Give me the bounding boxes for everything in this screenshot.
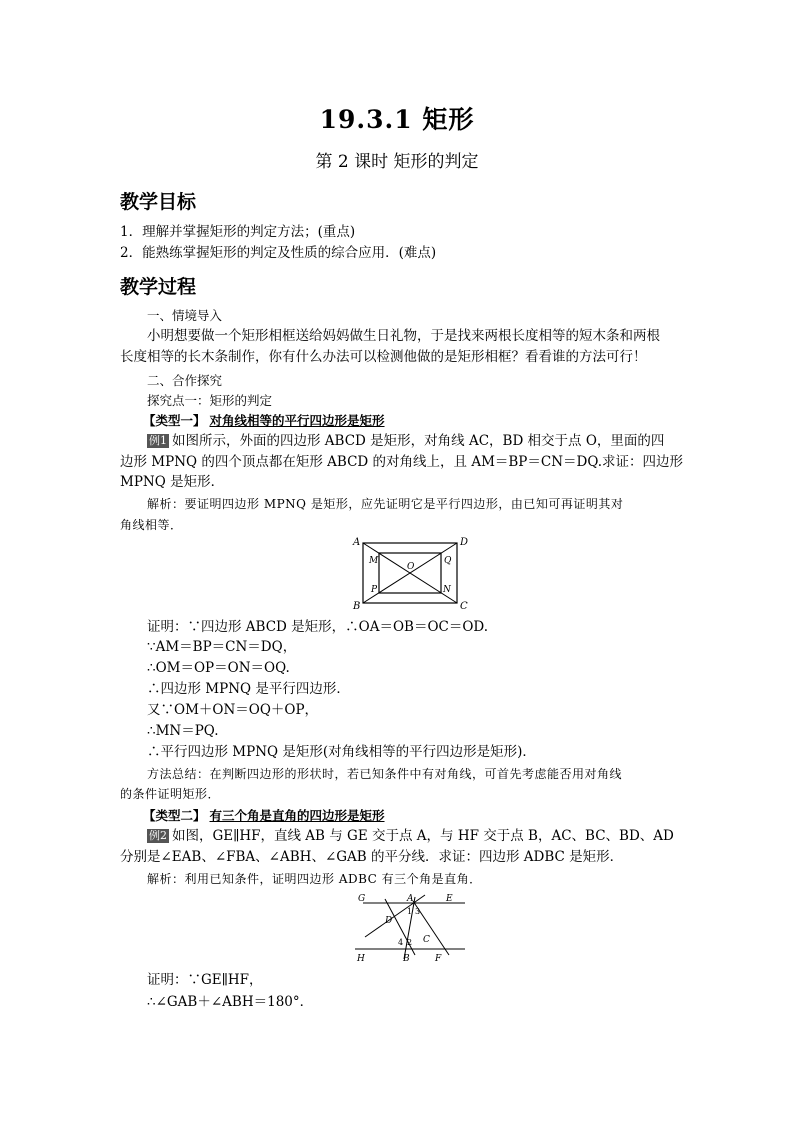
proof2-line-2: ∴∠GAB＋∠ABH＝180°． — [147, 994, 314, 1010]
proof1-line-1: 证明：∵四边形 ABCD 是矩形，∴OA＝OB＝OC＝OD. — [147, 619, 489, 635]
label-p: P — [371, 585, 378, 595]
example2-badge: 例2 — [149, 829, 167, 842]
proof2-line-1: 证明：∵GE∥HF， — [147, 972, 263, 988]
intro-label: 一、情境导入 — [147, 308, 223, 323]
summary1-line-1: 方法总结：在判断四边形的形状时，若已知条件中有对角线，可首先考虑能否用对角线 — [147, 767, 623, 781]
intro-line-2: 长度相等的长木条制作，你有什么办法可以检测他做的是矩形相框？看看谁的方法可行！ — [120, 349, 647, 365]
figure-parallel-lines — [345, 889, 475, 967]
label-m: M — [369, 556, 379, 566]
example2-line-1 — [147, 826, 674, 846]
label-o: O — [407, 562, 415, 572]
label-b: B — [353, 601, 361, 612]
figure-rectangle-abcd — [345, 533, 475, 613]
proof1-line-2: ∵AM＝BP＝CN＝DQ， — [147, 639, 297, 655]
analysis2: 解析：利用已知条件，证明四边形 ADBC 有三个角是直角． — [147, 872, 482, 886]
label-f: F — [435, 954, 442, 964]
label-c: C — [460, 601, 468, 612]
page-subtitle: 第 2 课时 矩形的判定 — [315, 152, 479, 172]
label-q: Q — [444, 556, 452, 566]
proof1-line-7: ∴平行四边形 MPNQ 是矩形(对角线相等的平行四边形是矩形)． — [147, 744, 536, 760]
type2-tag: 【类型二】 — [143, 808, 206, 823]
example1-line-3: MPNQ 是矩形． — [120, 474, 225, 490]
proof1-line-6: ∴MN＝PQ. — [147, 723, 219, 739]
label-b2: B — [403, 954, 410, 964]
type2-heading — [143, 806, 385, 824]
label-h: H — [357, 954, 365, 964]
proof1-line-3: ∴OM＝OP＝ON＝OQ. — [147, 660, 290, 676]
example2-line-2: 分别是∠EAB、∠FBA、∠ABH、∠GAB 的平分线．求证：四边形 ADBC 是矩形． — [120, 849, 624, 865]
label-g: G — [358, 894, 366, 904]
proof1-line-4: ∴四边形 MPNQ 是平行四边形． — [147, 681, 350, 697]
type1-tag: 【类型一】 — [143, 413, 206, 428]
type1-title: 对角线相等的平行四边形是矩形 — [209, 413, 385, 428]
page-title: 19.3.1 矩形 — [319, 105, 475, 134]
proof1-line-5: 又∵OM＋ON＝OQ＋OP， — [147, 702, 319, 718]
label-d2: D — [385, 916, 393, 926]
example1-line-1 — [147, 431, 664, 451]
angle-1: 1 — [407, 907, 413, 916]
example2-text-1: 如图，GE∥HF，直线 AB 与 GE 交于点 A，与 HF 交于点 B，AC、BC、BD、AD — [172, 828, 674, 844]
summary1-line-2: 的条件证明矩形． — [120, 787, 221, 801]
label-n: N — [443, 585, 451, 595]
angle-3: 3 — [415, 907, 421, 916]
label-e: E — [446, 894, 453, 904]
type2-title: 有三个角是直角的四边形是矩形 — [209, 808, 385, 823]
line-bc-extended — [365, 895, 425, 937]
point-label: 探究点一：矩形的判定 — [147, 393, 273, 408]
analysis1-line-2: 角线相等． — [120, 518, 183, 532]
example1-text-1: 如图所示，外面的四边形 ABCD 是矩形，对角线 AC，BD 相交于点 O，里面的四 — [172, 433, 665, 449]
analysis1-line-1: 解析：要证明四边形 MPNQ 是矩形，应先证明它是平行四边形，由已知可再证明其对 — [147, 497, 624, 511]
goals-heading: 教学目标 — [120, 191, 197, 213]
example1-line-2: 边形 MPNQ 的四个顶点都在矩形 ABCD 的对角线上，且 AM＝BP＝CN＝DQ.求证：四边形 — [120, 454, 684, 470]
type1-heading — [143, 411, 385, 429]
coop-label: 二、合作探究 — [147, 373, 223, 388]
angle-4: 4 — [398, 938, 404, 947]
intro-line-1: 小明想要做一个矩形相框送给妈妈做生日礼物，于是找来两根长度相等的短木条和两根 — [147, 328, 660, 344]
goal-item-2: 2．能熟练掌握矩形的判定及性质的综合应用．(难点) — [120, 245, 437, 261]
process-heading: 教学过程 — [120, 276, 197, 298]
example1-badge: 例1 — [149, 434, 167, 447]
label-c2: C — [423, 935, 430, 945]
label-a: A — [353, 537, 361, 548]
goal-item-1: 1．理解并掌握矩形的判定方法；(重点) — [120, 224, 356, 240]
label-d: D — [460, 537, 469, 548]
label-a2: A — [407, 894, 414, 904]
angle-2: 2 — [407, 938, 413, 947]
